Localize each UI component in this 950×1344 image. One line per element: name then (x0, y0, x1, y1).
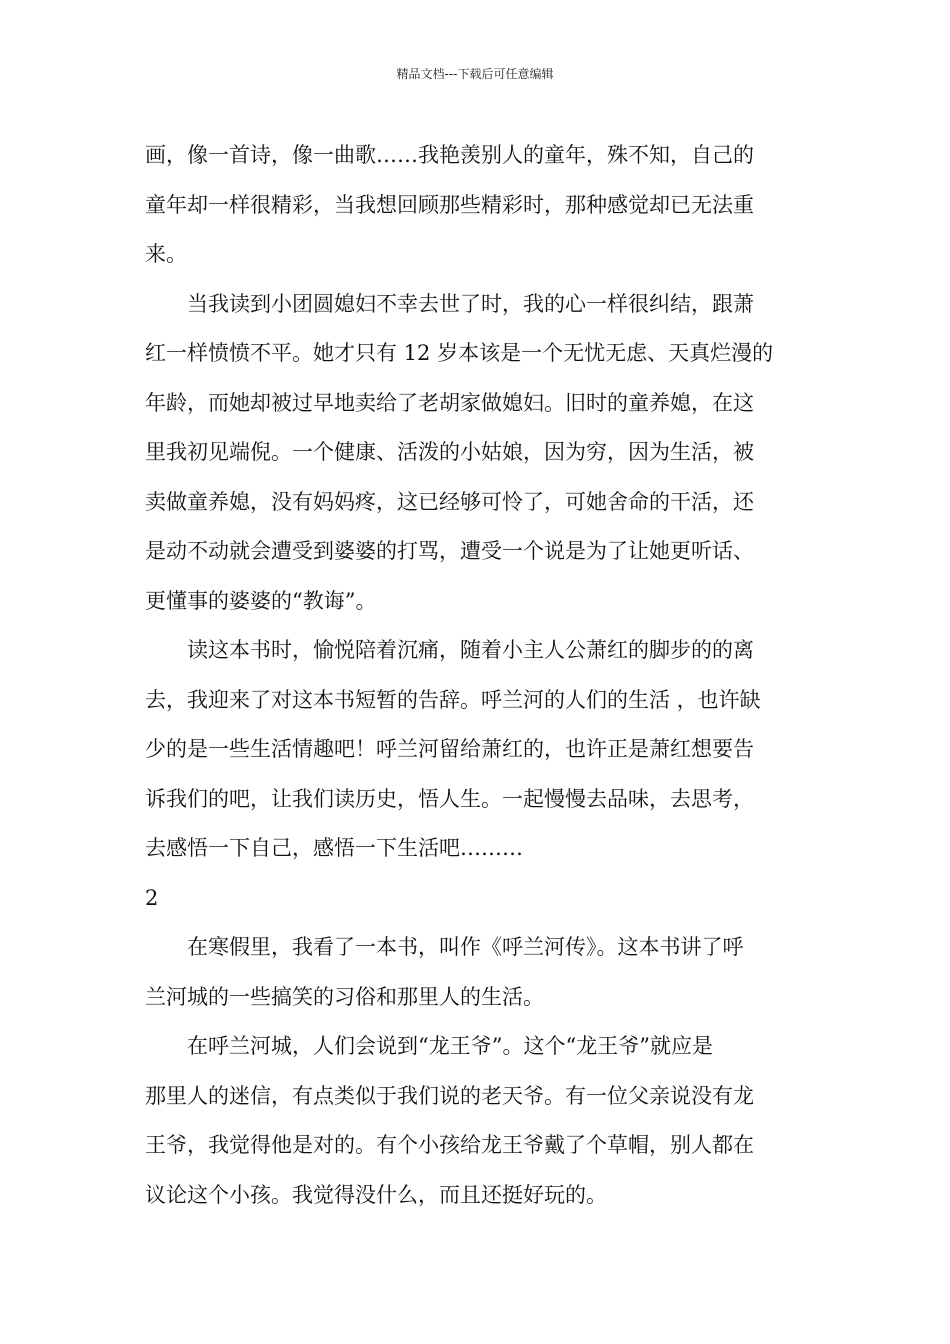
text-line: 兰河城的一些搞笑的习俗和那里人的生活。 (145, 984, 544, 1009)
document-body (145, 131, 807, 1220)
text-line: 童年却一样很精彩，当我想回顾那些精彩时，那种感觉却已无法重 (145, 192, 754, 217)
text-line: 年龄，而她却被过早地卖给了老胡家做媳妇。旧时的童养媳，在这 (145, 390, 754, 415)
text-line: 里我初见端倪。一个健康、活泼的小姑娘，因为穷，因为生活，被 (145, 440, 754, 464)
text-line: 在寒假里，我看了一本书，叫作《呼兰河传》。这本书讲了呼 (145, 935, 744, 959)
text-line: 当我读到小团圆媳妇不幸去世了时，我的心一样很纠结，跟萧 (145, 291, 754, 316)
text-line: 红一样愤愤不平。她才只有 12 岁本该是一个无忧无虑、天真烂漫的 (145, 341, 774, 365)
text-line: 在呼兰河城，人们会说到“龙王爷”。这个“龙王爷”就应是 (145, 1034, 713, 1058)
text-line: 那里人的迷信，有点类似于我们说的老天爷。有一位父亲说没有龙 (145, 1083, 754, 1108)
text-line: 议论这个小孩。我觉得没什么，而且还挺好玩的。 (145, 1182, 607, 1207)
page-header: 精品文档---下载后可任意编辑 (396, 67, 554, 81)
text-line: 去，我迎来了对这本书短暂的告辞。呼兰河的人们的生活 ，也许缺 (145, 687, 761, 712)
section-number: 2 (145, 885, 159, 910)
text-line: 来。 (145, 242, 187, 266)
text-line: 读这本书时，愉悦陪着沉痛，随着小主人公萧红的脚步的的离 (145, 638, 754, 662)
text-line: 画，像一首诗，像一曲歌……我艳羡别人的童年，殊不知，自己的 (145, 143, 754, 167)
text-line: 少的是一些生活情趣吧！呼兰河留给萧红的，也许正是萧红想要告 (145, 737, 754, 761)
text-line: 去感悟一下自己，感悟一下生活吧……… (145, 836, 523, 860)
text-line: 卖做童养媳，没有妈妈疼，这已经够可怜了，可她舍命的干活，还 (145, 489, 754, 514)
text-line: 更懂事的婆婆的“教诲”。 (145, 588, 377, 613)
text-line: 诉我们的吧，让我们读历史，悟人生。一起慢慢去品味，去思考， (145, 786, 754, 811)
text-line: 王爷，我觉得他是对的。有个小孩给龙王爷戴了个草帽，别人都在 (145, 1133, 754, 1157)
text-line: 是动不动就会遭受到婆婆的打骂，遭受一个说是为了让她更听话、 (145, 539, 754, 563)
